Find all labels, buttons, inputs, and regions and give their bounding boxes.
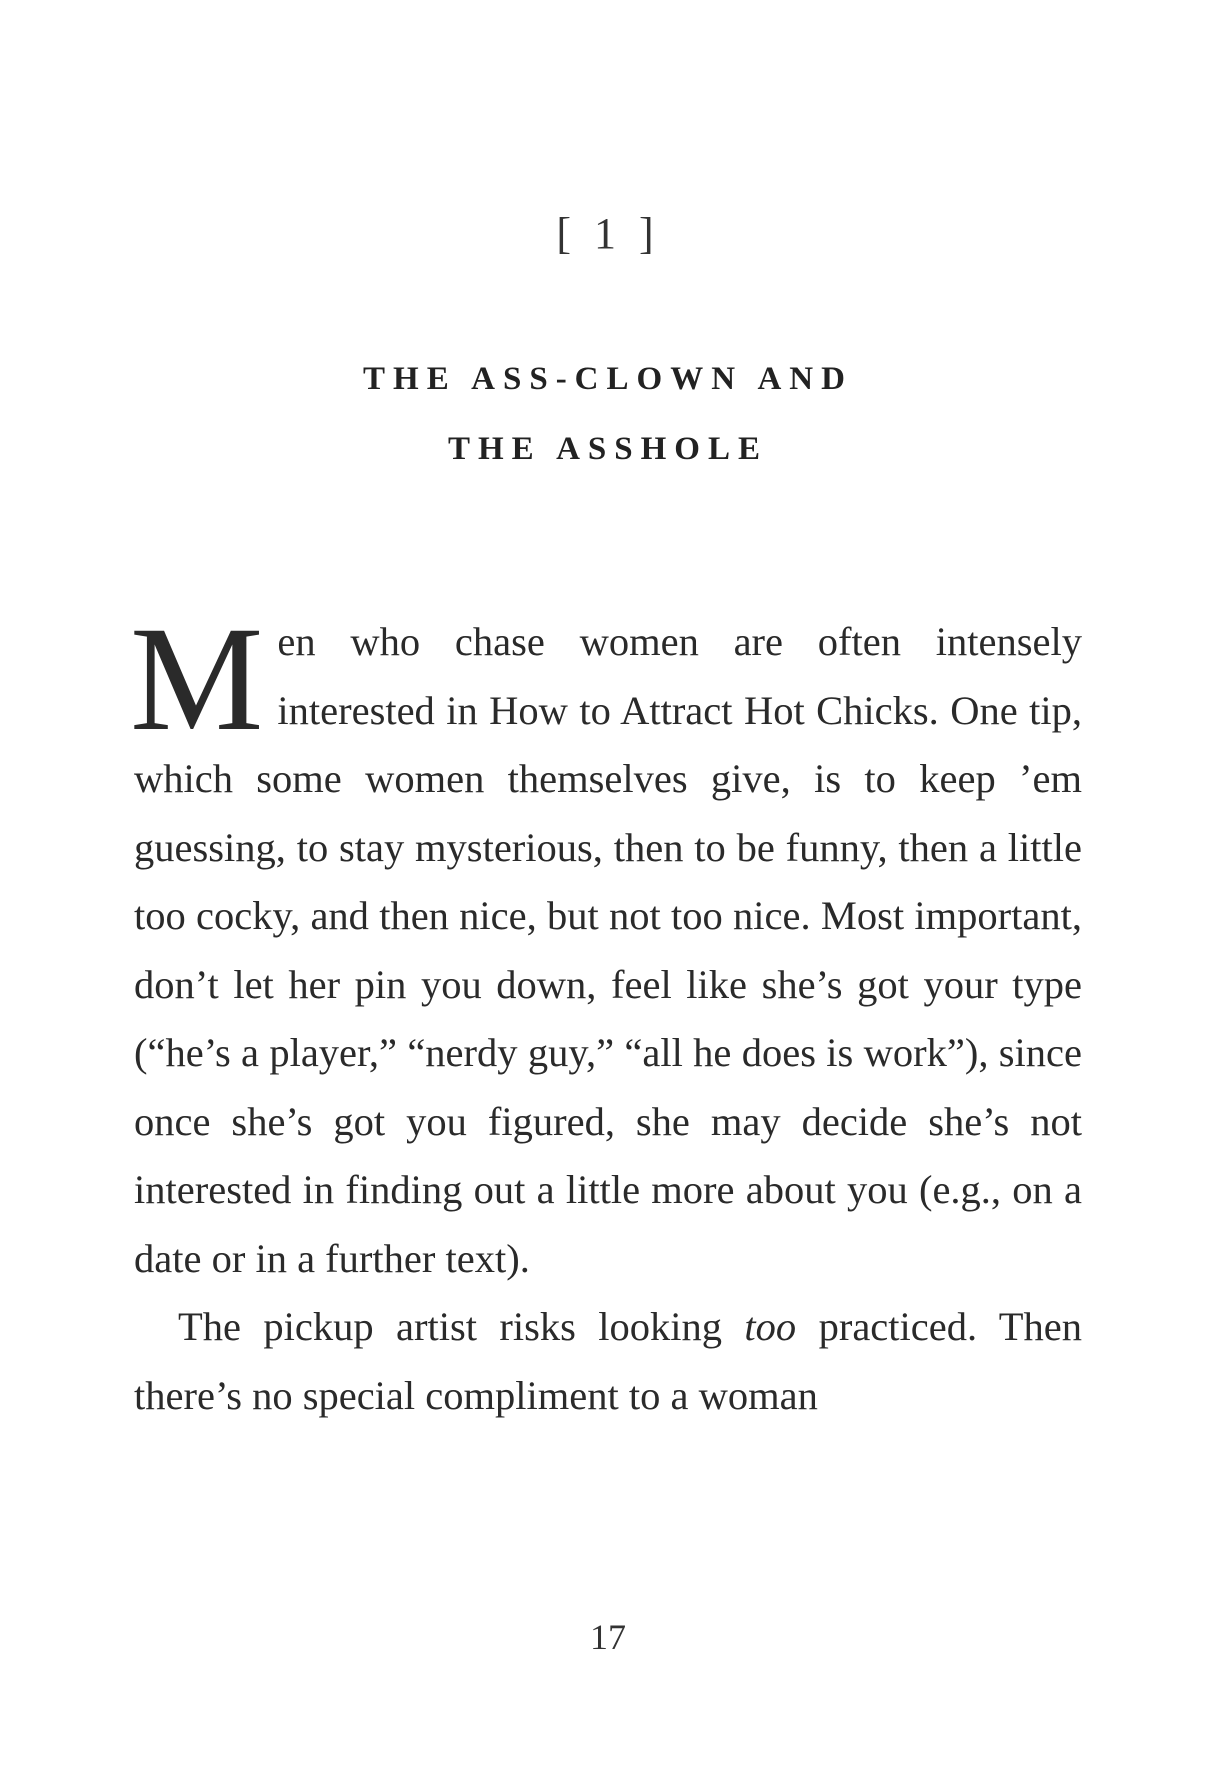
- drop-cap: M: [130, 596, 264, 762]
- chapter-title: [0, 344, 1216, 484]
- paragraph-2-text-a: The pickup artist risks looking: [178, 1304, 745, 1349]
- chapter-number: [ 1 ]: [556, 209, 660, 258]
- paragraph-1: [130, 596, 1082, 1293]
- paragraph-2-italic: too: [744, 1304, 797, 1349]
- body-text: [130, 596, 1082, 1430]
- chapter-title-line-1: THE ASS-CLOWN AND: [363, 361, 853, 397]
- page-number: 17: [590, 1617, 626, 1657]
- paragraph-1-text: en who chase women are often intensely interested in How to Attract Hot Chicks. One tip, which some women themselves give, is to keep ’em guessing, to stay mysterious, then to be funny, then a little too cocky, and then nice, but not too nice. Most important, don’t let her pin you down, feel like she’s got your type (“he’s a player,” “nerdy guy,” “all he does is work”), since once she’s got you figured, she may decide she’s not interested in finding out a little more about you (e.g., on a date or in a further text).: [134, 619, 1082, 1281]
- chapter-title-line-2: THE ASSHOLE: [447, 431, 768, 467]
- paragraph-2: [134, 1293, 1082, 1430]
- paragraph-2-text-b: practiced. Then there’s no special compliment to a woman: [134, 1304, 1082, 1418]
